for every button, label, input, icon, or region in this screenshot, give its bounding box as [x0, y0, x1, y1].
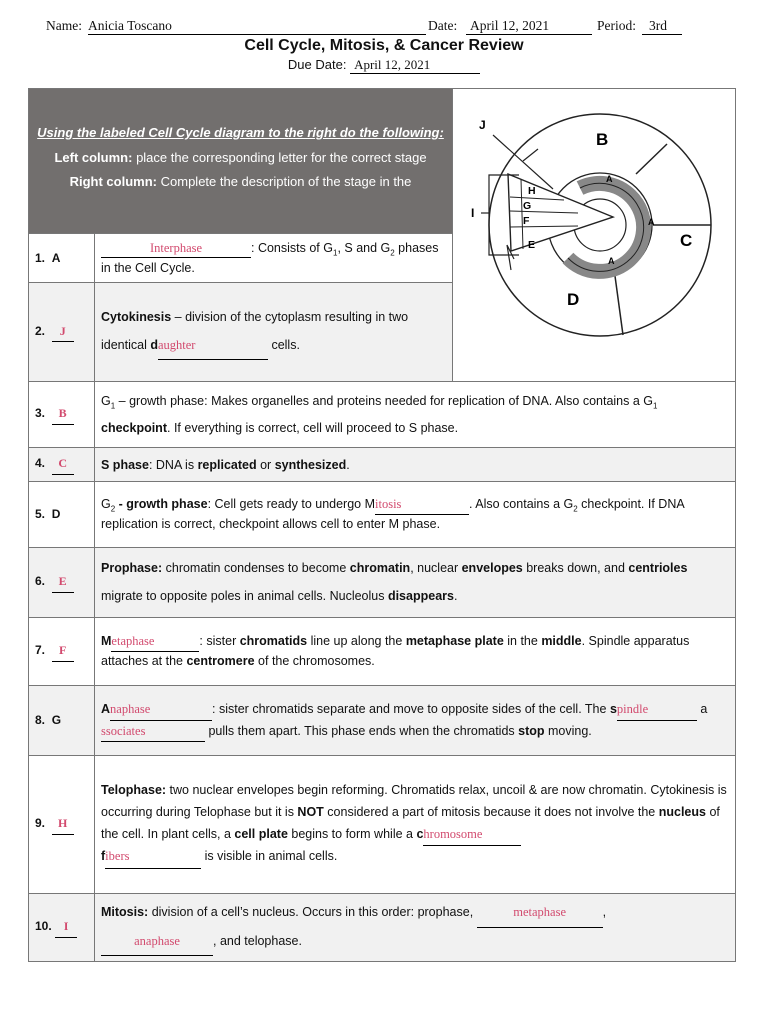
answer-blank[interactable] [101, 239, 251, 258]
desc-text: of the cell. In plant cells, a [101, 804, 720, 841]
letter-blank[interactable] [52, 572, 74, 592]
desc-text: : sister [199, 634, 240, 649]
row-description [95, 894, 736, 962]
desc-text: – division of the cytoplasm resulting in two identical [101, 310, 409, 352]
row-answer[interactable]: D [51, 506, 61, 521]
desc-text: migrate to opposite poles in animal cells. Nucleolus [101, 588, 388, 603]
desc-text: or [256, 457, 275, 472]
row-description [95, 234, 453, 283]
term: centrioles [628, 561, 688, 575]
term: replicated [197, 457, 257, 472]
cell-cycle-diagram-cell [453, 89, 736, 382]
review-table [28, 88, 736, 962]
row-description [95, 482, 736, 548]
desc-text: : sister chromatids separate and move to opposite sides of the cell. The [212, 701, 610, 716]
desc-text: breaks down, and [522, 561, 629, 575]
due-date-line [0, 57, 768, 74]
term: NOT [297, 804, 324, 819]
answer-blank[interactable] [477, 899, 603, 928]
term: envelopes [461, 561, 523, 575]
term: checkpoint [101, 421, 167, 436]
desc-text: in the [503, 634, 542, 649]
subscript: 2 [573, 504, 578, 514]
date-value: April 12, 2021 [470, 18, 550, 33]
row-description [95, 382, 736, 448]
desc-text: . [346, 457, 350, 472]
desc-text: : Consists of G [251, 241, 333, 256]
row-number: 4. [35, 456, 46, 471]
row-answer: C [58, 456, 68, 471]
desc-text: phases in the Cell Cycle. [101, 241, 439, 276]
diagram-label-h: H [528, 185, 536, 197]
subscript: 1 [332, 248, 338, 258]
desc-text: , S and G [337, 241, 391, 256]
instructions-box [29, 89, 453, 234]
desc-text: : DNA is [148, 457, 198, 472]
answer-text: pindle [616, 701, 649, 716]
diagram-label-a-right: A [648, 217, 655, 227]
row-description [95, 548, 736, 618]
letter-blank[interactable] [52, 322, 74, 342]
row-number-cell [29, 756, 95, 894]
desc-text: division of a cell’s nucleus. Occurs in this order: prophase, [148, 905, 477, 919]
term: chromatin [349, 561, 411, 575]
diagram-label-g: G [523, 200, 532, 212]
desc-text: – growth phase: Makes organelles and proteins needed for replication of DNA. Also contains a G [115, 393, 653, 408]
term: middle [541, 634, 582, 649]
row-number-cell [29, 448, 95, 482]
answer-blank[interactable] [101, 928, 213, 957]
row-number-cell [29, 686, 95, 756]
row-description [95, 283, 453, 382]
answer-text: naphase [110, 701, 151, 716]
term: Cytokinesis [101, 310, 172, 324]
row-number-cell [29, 618, 95, 686]
desc-text: of the chromosomes. [254, 654, 375, 668]
term: centromere [186, 654, 255, 668]
desc-text: cells. [267, 337, 300, 352]
answer-text: anaphase [134, 933, 180, 948]
answer-text: metaphase [513, 905, 567, 919]
desc-text: line up along the [307, 634, 406, 649]
row-number: 10. [35, 919, 52, 934]
row-description [95, 618, 736, 686]
answer-text: etaphase [111, 634, 155, 649]
row-number: 5. [35, 506, 46, 521]
row-number-cell [29, 894, 95, 962]
answer-blank[interactable] [423, 824, 521, 847]
left-column-text: place the corresponding letter for the correct stage [136, 149, 427, 165]
desc-text: . If everything is correct, cell will proceed to S phase. [167, 421, 459, 436]
term: A [101, 701, 111, 716]
period-value: 3rd [649, 18, 667, 33]
table-row [29, 482, 736, 548]
term: synthesized [274, 457, 347, 472]
subscript: 2 [390, 248, 395, 258]
row-number: 1. [35, 250, 46, 265]
term: - growth phase [115, 496, 208, 511]
row-number: 8. [35, 712, 46, 727]
diagram-label-a-bottom: A [608, 256, 615, 266]
row-number-cell [29, 548, 95, 618]
term: Telophase: [101, 782, 167, 797]
desc-text: . Spindle apparatus attaches at the [101, 634, 690, 668]
row-number-cell [29, 283, 95, 382]
answer-text: Interphase [149, 241, 203, 256]
answer-blank[interactable] [617, 699, 697, 721]
diagram-label-c: C [680, 231, 693, 250]
answer-blank[interactable] [101, 721, 205, 743]
due-label: Due Date: [287, 57, 347, 72]
diagram-label-i: I [471, 206, 475, 220]
row-number-cell [29, 234, 95, 283]
instructions-heading: Using the labeled Cell Cycle diagram to the right do the following: [37, 125, 444, 140]
row-number-cell [29, 382, 95, 448]
desc-text: . [453, 588, 458, 603]
desc-text: G [101, 496, 111, 511]
desc-text: considered a part of mitosis because it does not involve the [323, 804, 659, 819]
answer-blank[interactable] [110, 699, 212, 721]
desc-text: checkpoint. If DNA replication is correct, checkpoint allows cell to enter M phase. [101, 496, 685, 532]
answer-blank[interactable] [105, 846, 201, 869]
diagram-label-b: B [596, 130, 609, 149]
diagram-label-e: E [528, 239, 536, 251]
term: M [101, 634, 112, 649]
right-column-label: Right column: [69, 174, 157, 190]
term: chromatids [239, 634, 308, 649]
table-row [29, 686, 736, 756]
row-answer[interactable]: G [51, 712, 62, 727]
row-number: 3. [35, 406, 46, 421]
row-answer: J [59, 323, 66, 338]
right-column-text: Complete the description of the stage in the [160, 174, 412, 190]
answer-text: hromosome [423, 826, 483, 841]
row-answer: I [63, 919, 69, 934]
answer-blank[interactable] [158, 332, 268, 361]
subscript: 1 [110, 401, 116, 411]
term: Mitosis: [101, 905, 149, 919]
desc-text: , and telophase. [213, 933, 302, 948]
desc-text: two nuclear envelopes begin reforming. Chromatids relax, uncoil & are now chromatin. Cytokinesis is occurring during Telophase but it is [101, 782, 727, 819]
term: nucleus [658, 804, 706, 819]
row-answer: H [58, 816, 68, 831]
term: S phase [101, 457, 149, 472]
due-field[interactable] [350, 57, 480, 74]
row-number: 7. [35, 643, 46, 658]
row-description [95, 756, 736, 894]
desc-text: a [696, 701, 708, 716]
answer-text: aughter [157, 337, 196, 352]
row-description [95, 686, 736, 756]
table-row [29, 548, 736, 618]
desc-text: G [101, 393, 111, 408]
diagram-label-d: D [567, 290, 580, 309]
row-answer: E [58, 574, 67, 589]
page-title: Cell Cycle, Mitosis, & Cancer Review [244, 37, 524, 54]
answer-blank[interactable] [111, 632, 199, 652]
answer-text: ssociates [101, 723, 146, 738]
term: d [150, 337, 158, 352]
term: f [101, 849, 106, 864]
desc-text: : Cell gets ready to undergo M [207, 496, 376, 511]
row-description [95, 448, 736, 482]
term: stop [518, 723, 545, 738]
table-row [29, 894, 736, 962]
table-row [29, 448, 736, 482]
desc-text: begins to form while a [287, 826, 417, 841]
date-label: Date: [428, 18, 458, 33]
row-answer[interactable]: A [51, 250, 61, 265]
letter-blank[interactable] [52, 641, 74, 661]
name-field[interactable] [88, 18, 426, 35]
answer-text: itosis [375, 496, 402, 511]
period-field[interactable] [642, 18, 682, 35]
desc-text: pulls them apart. This phase ends when the chromatids [205, 723, 519, 738]
date-field[interactable] [466, 18, 592, 35]
letter-blank[interactable] [55, 917, 77, 937]
name-label: Name: [46, 18, 82, 33]
left-column-label: Left column: [54, 149, 133, 165]
desc-text: chromatin condenses to become [162, 561, 350, 575]
desc-text: . Also contains a G [469, 496, 574, 511]
row-answer: F [59, 643, 67, 658]
term: s [609, 701, 617, 716]
term: c [416, 826, 424, 841]
instruction-row [29, 89, 736, 234]
answer-blank[interactable] [375, 495, 469, 515]
table-row [29, 382, 736, 448]
cell-cycle-diagram [453, 89, 734, 375]
period-label: Period: [597, 18, 636, 33]
letter-blank[interactable] [52, 404, 74, 424]
row-number: 9. [35, 816, 46, 831]
term: Prophase: [101, 561, 163, 575]
desc-text: is visible in animal cells. [201, 849, 338, 864]
diagram-label-a-top: A [606, 174, 613, 184]
desc-text: moving. [544, 723, 592, 738]
term: metaphase plate [405, 634, 504, 649]
desc-text: , [602, 905, 607, 919]
letter-blank[interactable] [52, 814, 74, 834]
subscript: 1 [653, 401, 658, 411]
letter-blank[interactable] [52, 454, 74, 474]
row-number-cell [29, 482, 95, 548]
due-value: April 12, 2021 [354, 57, 431, 72]
row-answer: B [58, 406, 67, 421]
diagram-label-j: J [479, 118, 486, 132]
row-number: 2. [35, 323, 46, 338]
answer-text: ibers [105, 849, 130, 864]
term: disappears [387, 588, 454, 603]
term: cell plate [234, 826, 288, 841]
diagram-label-f: F [523, 215, 530, 227]
row-number: 6. [35, 574, 46, 589]
subscript: 2 [110, 504, 116, 514]
name-value: Anicia Toscano [88, 18, 172, 33]
table-row [29, 618, 736, 686]
table-row [29, 756, 736, 894]
desc-text: , nuclear [410, 561, 462, 575]
